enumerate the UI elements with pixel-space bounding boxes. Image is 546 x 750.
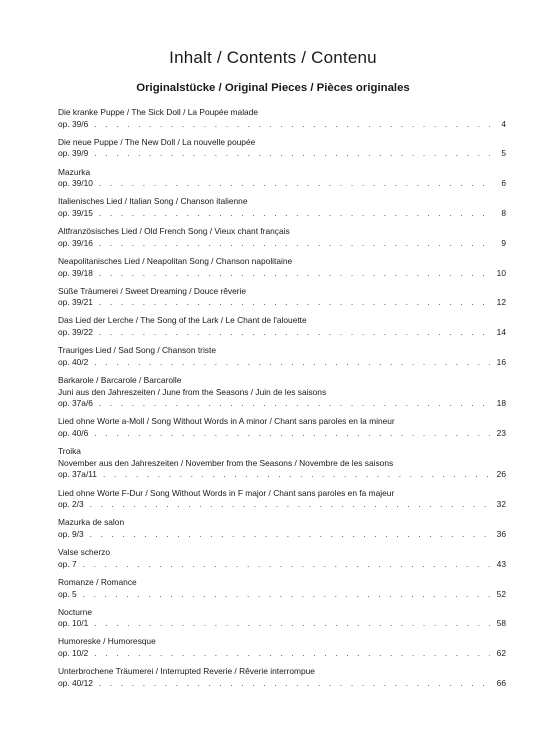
opus-number: op. 7: [58, 558, 77, 569]
page-number: 66: [496, 677, 506, 688]
page-number: 6: [501, 178, 506, 189]
toc-entry: [58, 137, 506, 160]
opus-number: op. 39/9: [58, 148, 89, 159]
opus-number: op. 5: [58, 588, 77, 599]
toc-entry: [58, 577, 506, 600]
toc-entry: [58, 226, 506, 249]
opus-row: [58, 559, 506, 571]
page-number: 26: [496, 469, 506, 480]
toc-entry: [58, 416, 506, 439]
piece-title: Barkarole / Barcarole / Barcarolle: [58, 375, 182, 386]
page-number: 5: [501, 148, 506, 159]
opus-row: [58, 268, 506, 280]
dot-leader: [99, 297, 490, 309]
piece-title: Die kranke Puppe / The Sick Doll / La Poupée malade: [58, 107, 259, 117]
dot-leader: [94, 148, 490, 160]
toc-entry: [58, 375, 506, 410]
page-number: 36: [496, 528, 506, 539]
opus-row: [58, 178, 506, 190]
opus-number: op. 40/6: [58, 428, 89, 438]
piece-title: Lied ohne Worte a-Moll / Song Without Words in A minor / Chant sans paroles en la mineur: [58, 416, 395, 427]
piece-title: Italienisches Lied / Italian Song / Chanson italienne: [58, 196, 248, 207]
opus-number: op. 39/6: [58, 118, 89, 129]
section-heading: Originalstücke / Original Pieces / Pièces originales: [136, 82, 410, 94]
dot-leader: [99, 238, 490, 250]
toc-entry: [58, 256, 506, 279]
opus-number: op. 39/22: [58, 327, 93, 338]
opus-number: op. 39/15: [58, 207, 93, 218]
dot-leader: [99, 678, 490, 690]
opus-number: op. 37a/11: [58, 469, 97, 480]
toc-entry: [58, 666, 506, 689]
page-number: 8: [501, 207, 506, 218]
dot-leader: [94, 648, 490, 660]
dot-leader: [99, 268, 490, 280]
opus-number: op. 39/18: [58, 267, 93, 278]
opus-number: op. 37a/6: [58, 398, 93, 409]
opus-row: [58, 297, 506, 309]
dot-leader: [99, 178, 490, 190]
piece-title: Mazurka de salon: [58, 517, 125, 528]
piece-title: November aus den Jahreszeiten / November from the Seasons / Novembre de les saisons: [58, 457, 394, 468]
dot-leader: [99, 327, 490, 339]
piece-title: Das Lied der Lerche / The Song of the Lark / Le Chant de l'alouette: [58, 315, 307, 326]
opus-row: [58, 208, 506, 220]
toc-entry: [58, 488, 506, 511]
page-number: 9: [501, 237, 506, 248]
toc-entry: [58, 315, 506, 338]
opus-row: [58, 589, 506, 601]
page-number: 12: [496, 297, 506, 308]
page-number: 32: [496, 499, 506, 510]
toc-entry: [58, 446, 506, 481]
page-number: 43: [496, 558, 506, 569]
page-number: 23: [496, 428, 506, 438]
piece-title: Lied ohne Worte F-Dur / Song Without Words in F major / Chant sans paroles en fa majeur: [58, 487, 395, 498]
opus-number: op. 39/21: [58, 297, 93, 308]
page-number: 18: [496, 398, 506, 409]
toc-entry: [58, 517, 506, 540]
opus-number: op. 9/3: [58, 528, 84, 539]
dot-leader: [83, 589, 490, 601]
dot-leader: [94, 357, 490, 369]
page-number: 58: [496, 618, 506, 629]
piece-title: Die neue Puppe / The New Doll / La nouvelle poupée: [58, 136, 256, 147]
opus-number: op. 40/2: [58, 356, 89, 367]
toc-entry: [58, 107, 506, 130]
dot-leader: [83, 559, 490, 571]
opus-row: [58, 148, 506, 160]
piece-title: Romanze / Romance: [58, 576, 137, 587]
opus-number: op. 39/16: [58, 237, 93, 248]
piece-title: Valse scherzo: [58, 547, 110, 558]
contents-list: [58, 107, 506, 696]
toc-entry: [58, 607, 506, 630]
page-number: 16: [496, 356, 506, 367]
piece-title: Juni aus den Jahreszeiten / June from the Seasons / Juin de les saisons: [58, 386, 327, 397]
dot-leader: [99, 208, 490, 220]
opus-row: [58, 618, 506, 630]
piece-title: Neapolitanisches Lied / Neapolitan Song / Chanson napolitaine: [58, 255, 293, 266]
dot-leader: [103, 469, 490, 481]
piece-title: Trauriges Lied / Sad Song / Chanson triste: [58, 345, 216, 356]
opus-row: [58, 357, 506, 369]
opus-row: [58, 648, 506, 660]
opus-number: op. 40/12: [58, 677, 93, 688]
opus-row: [58, 327, 506, 339]
opus-number: op. 2/3: [58, 499, 84, 510]
piece-title: Unterbrochene Träumerei / Interrupted Reverie / Rêverie interrompue: [58, 666, 315, 677]
piece-title: Altfranzösisches Lied / Old French Song / Vieux chant français: [58, 226, 290, 237]
toc-entry: [58, 286, 506, 309]
piece-title: Humoreske / Humoresque: [58, 636, 156, 647]
opus-row: [58, 469, 506, 481]
toc-entry: [58, 547, 506, 570]
dot-leader: [99, 398, 490, 410]
page-number: 52: [496, 588, 506, 599]
dot-leader: [94, 428, 490, 440]
page-number: 10: [496, 267, 506, 278]
opus-number: op. 10/1: [58, 618, 89, 629]
opus-row: [58, 119, 506, 131]
piece-title: Nocturne: [58, 606, 92, 617]
opus-row: [58, 529, 506, 541]
piece-title: Troika: [58, 446, 81, 457]
dot-leader: [90, 499, 490, 511]
page-number: 14: [496, 327, 506, 338]
page-number: 62: [496, 648, 506, 659]
opus-number: op. 39/10: [58, 178, 93, 189]
dot-leader: [90, 529, 490, 541]
opus-number: op. 10/2: [58, 648, 89, 659]
opus-row: [58, 428, 506, 440]
opus-row: [58, 678, 506, 690]
piece-title: Süße Träumerei / Sweet Dreaming / Douce rêverie: [58, 285, 247, 296]
opus-row: [58, 499, 506, 511]
toc-entry: [58, 636, 506, 659]
dot-leader: [94, 618, 490, 630]
page-number: 4: [501, 118, 506, 129]
opus-row: [58, 238, 506, 250]
dot-leader: [94, 119, 490, 131]
opus-row: [58, 398, 506, 410]
toc-entry: [58, 345, 506, 368]
page-title: Inhalt / Contents / Contenu: [169, 48, 377, 67]
toc-entry: [58, 167, 506, 190]
piece-title: Mazurka: [58, 166, 91, 177]
toc-entry: [58, 196, 506, 219]
